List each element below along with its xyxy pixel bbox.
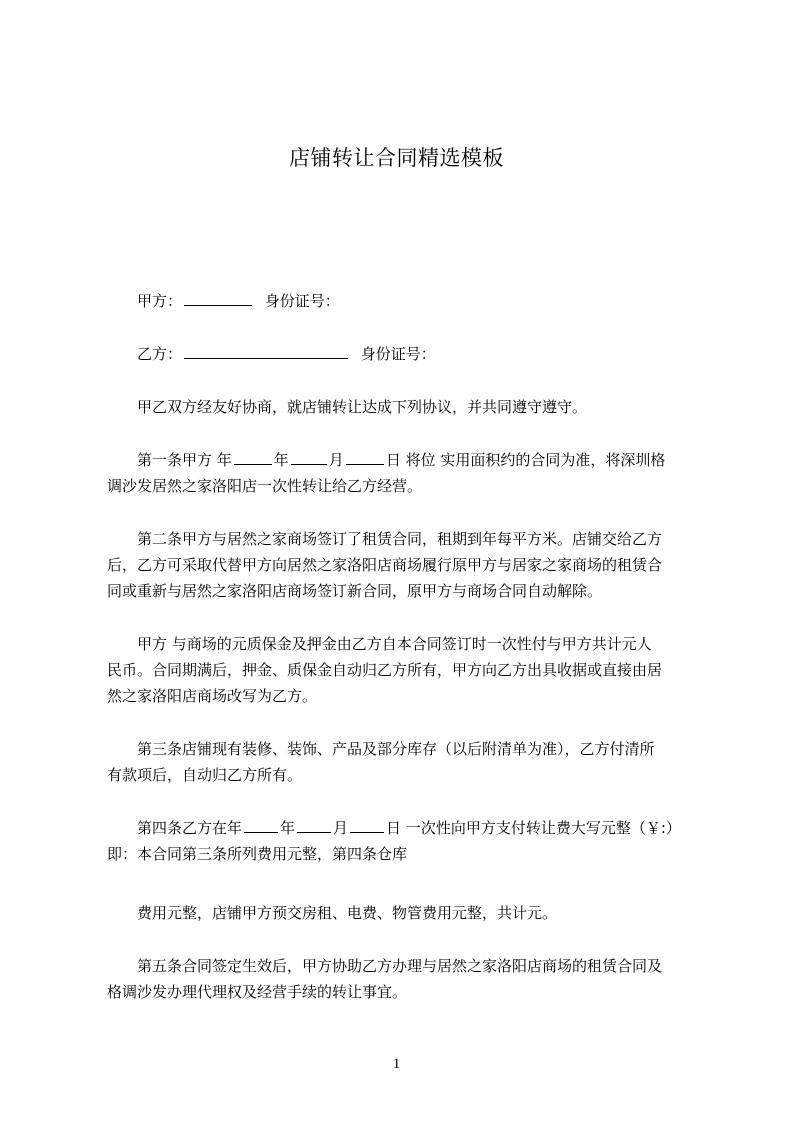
article4-text-c: 月 (333, 819, 349, 837)
page-number: 1 (392, 1056, 401, 1072)
article2-line3: 同或重新与居然之家洛阳店商场签订新合同，原甲方与商场合同自动解除。 (107, 582, 603, 600)
article4-day-blank (350, 816, 384, 833)
party-a-name-blank (184, 289, 252, 306)
intro-paragraph: 甲乙双方经友好协商，就店铺转让达成下列协议，并共同遵守遵守。 (137, 398, 588, 416)
article4-text-b: 年 (280, 819, 296, 837)
article2-line2: 后，乙方可采取代替甲方向居然之家洛阳店商场履行原甲方与居家之家商场的租赁合 (107, 556, 663, 574)
deposit-line2: 民币。合同期满后，押金、质保金自动归乙方所有，甲方向乙方出具收据或直接由居 (107, 661, 663, 679)
article1-text-c: 月 (328, 451, 344, 469)
article4-line2: 即：本合同第三条所列费用元整，第四条仓库 (107, 845, 408, 863)
article1-line2: 调沙发居然之家洛阳店一次性转让给乙方经营。 (107, 477, 423, 495)
party-a-line (137, 288, 340, 314)
party-a-id-label: 身份证号： (264, 292, 340, 310)
article3-line2: 有款项后，自动归乙方所有。 (107, 766, 303, 784)
article2-line1: 第二条甲方与居然之家商场签订了租赁合同，租期到年每平方米。店铺交给乙方 (137, 530, 663, 548)
party-b-id-label: 身份证号： (360, 345, 436, 363)
party-a-label: 甲方： (137, 292, 183, 310)
deposit-line3: 然之家洛阳店商场改写为乙方。 (107, 687, 318, 705)
article5-line1: 第五条合同签定生效后，甲方协助乙方办理与居然之家洛阳店商场的租赁合同及 (137, 957, 663, 975)
article1-day-blank (346, 448, 384, 465)
article1-text-d: 日 将位 实用面积约的合同为准，将深圳格 (385, 451, 666, 469)
party-b-name-blank (184, 342, 348, 359)
article4-text-d: 日 一次性向甲方支付转让费大写元整（￥:） (386, 819, 681, 837)
article4-year-blank (244, 816, 278, 833)
party-b-label: 乙方： (137, 345, 183, 363)
article3-line1: 第三条店铺现有装修、装饰、产品及部分库存（以后附清单为准），乙方付清所 (137, 740, 655, 758)
party-b-line (137, 341, 436, 367)
article4-line3: 费用元整，店铺甲方预交房租、电费、物管费用元整，共计元。 (137, 904, 558, 922)
article1-text-b: 年 (273, 451, 289, 469)
article5-line2: 格调沙发办理代理权及经营手续的转让事宜。 (107, 983, 408, 1001)
article4-text-a: 第四条乙方在年 (137, 819, 243, 837)
article4-line1 (137, 815, 681, 841)
deposit-line1: 甲方 与商场的元质保金及押金由乙方自本合同签订时一次性付与甲方共计元人 (137, 635, 652, 653)
article1-line1 (137, 447, 665, 473)
article1-year-blank (234, 448, 272, 465)
article1-month-blank (291, 448, 327, 465)
document-title: 店铺转让合同精选模板 (289, 146, 504, 170)
article4-month-blank (297, 816, 331, 833)
article1-text-a: 第一条甲方 年 (137, 451, 232, 469)
